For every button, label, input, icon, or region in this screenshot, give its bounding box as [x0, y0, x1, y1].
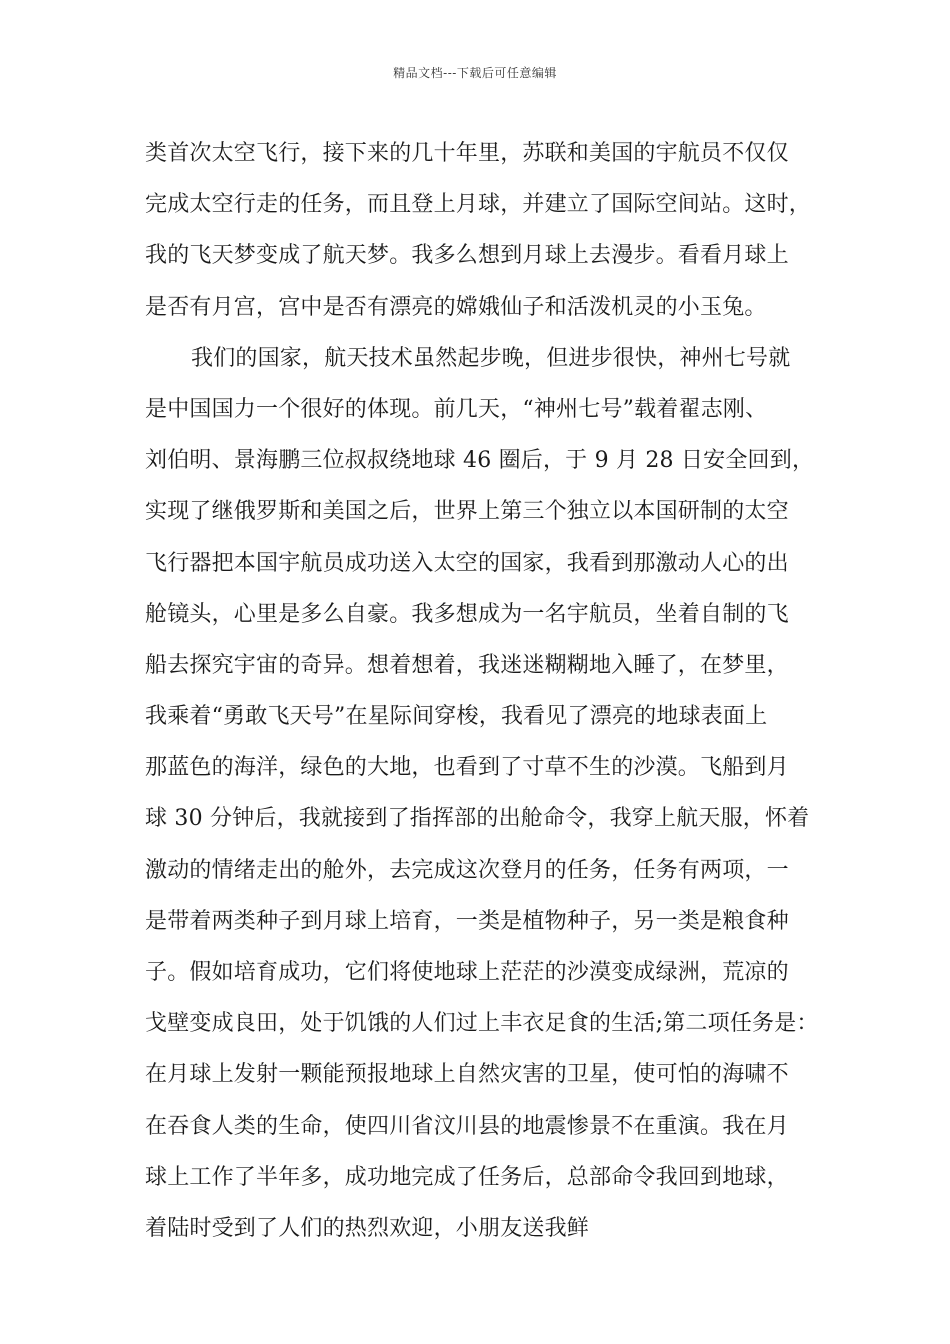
text-line: 我的飞天梦变成了航天梦。我多么想到月球上去漫步。看看月球上	[145, 243, 789, 269]
text-line: 球上工作了半年多，成功地完成了任务后，总部命令我回到地球，	[145, 1164, 789, 1190]
text-line: 球 30 分钟后，我就接到了指挥部的出舱命令，我穿上航天服，怀着	[145, 806, 810, 832]
text-line: 我乘着“勇敢飞天号”在星际间穿梭，我看见了漂亮的地球表面上	[145, 704, 768, 730]
page-header: 精品文档---下载后可任意编辑	[393, 66, 557, 80]
text-line: 完成太空行走的任务，而且登上月球，并建立了国际空间站。这时，	[145, 192, 812, 218]
text-line: 戈壁变成良田，处于饥饿的人们过上丰衣足食的生活;第二项任务是：	[145, 1011, 819, 1037]
text-line: 在月球上发射一颗能预报地球上自然灾害的卫星，使可怕的海啸不	[145, 1062, 789, 1088]
text-line: 在吞食人类的生命，使四川省汶川县的地震惨景不在重演。我在月	[145, 1113, 789, 1139]
body-text	[145, 134, 825, 1260]
text-line: 那蓝色的海洋，绿色的大地，也看到了寸草不生的沙漠。飞船到月	[145, 755, 789, 781]
text-line: 着陆时受到了人们的热烈欢迎，小朋友送我鲜	[145, 1215, 590, 1241]
text-line: 实现了继俄罗斯和美国之后，世界上第三个独立以本国研制的太空	[145, 499, 789, 525]
text-line: 激动的情绪走出的舱外，去完成这次登月的任务，任务有两项，一	[145, 857, 789, 883]
text-line: 船去探究宇宙的奇异。想着想着，我迷迷糊糊地入睡了，在梦里，	[145, 652, 789, 678]
text-line: 刘伯明、景海鹏三位叔叔绕地球 46 圈后，于 9 月 28 日安全回到，	[145, 448, 815, 474]
text-line: 飞行器把本国宇航员成功送入太空的国家，我看到那激动人心的出	[145, 550, 789, 576]
text-line: 舱镜头，心里是多么自豪。我多想成为一名宇航员，坐着自制的飞	[145, 601, 789, 627]
text-line: 子。假如培育成功，它们将使地球上茫茫的沙漠变成绿洲，荒凉的	[145, 960, 789, 985]
text-line: 我们的国家，航天技术虽然起步晚，但进步很快，神州七号就	[191, 345, 791, 371]
text-line: 是中国国力一个很好的体现。前几天，“神州七号”载着翟志刚、	[145, 396, 768, 422]
text-line: 是否有月宫，宫中是否有漂亮的嫦娥仙子和活泼机灵的小玉兔。	[145, 294, 767, 320]
text-line: 类首次太空飞行，接下来的几十年里，苏联和美国的宇航员不仅仅	[145, 141, 789, 166]
text-line: 是带着两类种子到月球上培育，一类是植物种子，另一类是粮食种	[145, 908, 789, 934]
